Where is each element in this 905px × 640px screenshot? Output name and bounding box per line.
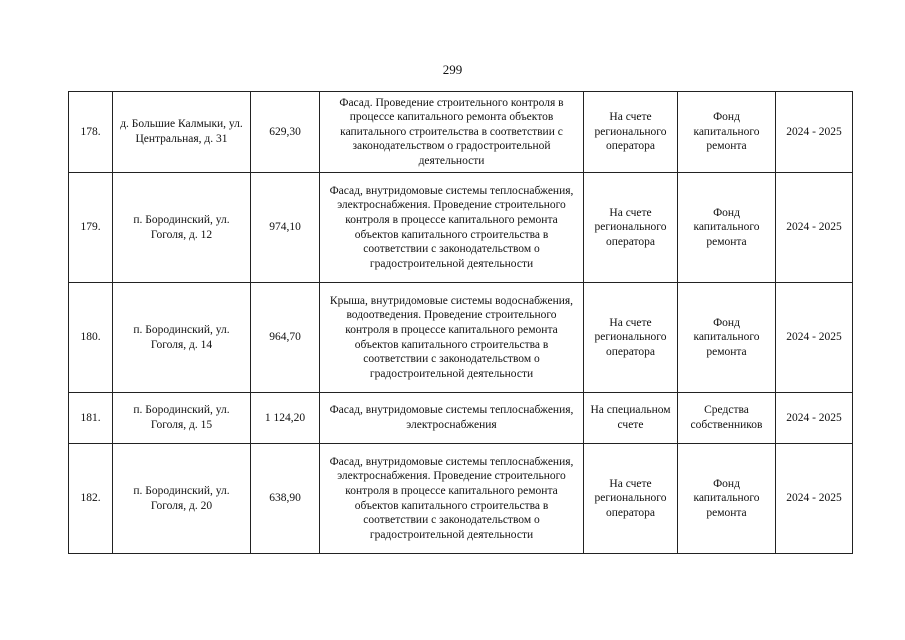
funding-source-cell: Фонд капитального ремонта <box>678 444 776 554</box>
funding-source-cell: Фонд капитального ремонта <box>678 173 776 283</box>
table-row <box>69 444 853 554</box>
account-cell: На специальном счете <box>584 393 678 444</box>
period-cell: 2024 - 2025 <box>776 393 853 444</box>
area-cell: 1 124,20 <box>251 393 320 444</box>
account-cell: На счете регионального оператора <box>584 283 678 393</box>
repair-schedule-table <box>68 91 853 554</box>
address-cell: п. Бородинский, ул. Гоголя, д. 14 <box>113 283 251 393</box>
period-cell: 2024 - 2025 <box>776 173 853 283</box>
period-cell: 2024 - 2025 <box>776 283 853 393</box>
address-cell: д. Большие Калмыки, ул. Центральная, д. 31 <box>113 92 251 173</box>
area-cell: 964,70 <box>251 283 320 393</box>
works-cell: Фасад, внутридомовые системы теплоснабжения, электроснабжения <box>320 393 584 444</box>
funding-source-cell: Фонд капитального ремонта <box>678 92 776 173</box>
account-cell: На счете регионального оператора <box>584 444 678 554</box>
table-row <box>69 92 853 173</box>
page-number: 299 <box>442 62 463 77</box>
area-cell: 974,10 <box>251 173 320 283</box>
works-cell: Крыша, внутридомовые системы водоснабжения, водоотведения. Проведение строительного контроля в процессе капитального ремонта объектов капитального строительства в соответствии с законодательством о градостроительной деятельности <box>320 283 584 393</box>
row-number: 182. <box>69 444 113 554</box>
area-cell: 638,90 <box>251 444 320 554</box>
period-cell: 2024 - 2025 <box>776 92 853 173</box>
works-cell: Фасад, внутридомовые системы теплоснабжения, электроснабжения. Проведение строительного контроля в процессе капитального ремонта объектов капитального строительства в соответствии с законодательством о градостроительной деятельности <box>320 444 584 554</box>
row-number: 181. <box>69 393 113 444</box>
address-cell: п. Бородинский, ул. Гоголя, д. 15 <box>113 393 251 444</box>
table-row <box>69 283 853 393</box>
row-number: 179. <box>69 173 113 283</box>
table-row <box>69 393 853 444</box>
works-cell: Фасад. Проведение строительного контроля в процессе капитального ремонта объектов капитального строительства в соответствии с законодательством о градостроительной деятельности <box>320 92 584 173</box>
period-cell: 2024 - 2025 <box>776 444 853 554</box>
row-number: 178. <box>69 92 113 173</box>
funding-source-cell: Фонд капитального ремонта <box>678 283 776 393</box>
address-cell: п. Бородинский, ул. Гоголя, д. 20 <box>113 444 251 554</box>
account-cell: На счете регионального оператора <box>584 173 678 283</box>
works-cell: Фасад, внутридомовые системы теплоснабжения, электроснабжения. Проведение строительного контроля в процессе капитального ремонта объектов капитального строительства в соответствии с законодательством о градостроительной деятельности <box>320 173 584 283</box>
funding-source-cell: Средства собственников <box>678 393 776 444</box>
address-cell: п. Бородинский, ул. Гоголя, д. 12 <box>113 173 251 283</box>
area-cell: 629,30 <box>251 92 320 173</box>
row-number: 180. <box>69 283 113 393</box>
table-row <box>69 173 853 283</box>
account-cell: На счете регионального оператора <box>584 92 678 173</box>
